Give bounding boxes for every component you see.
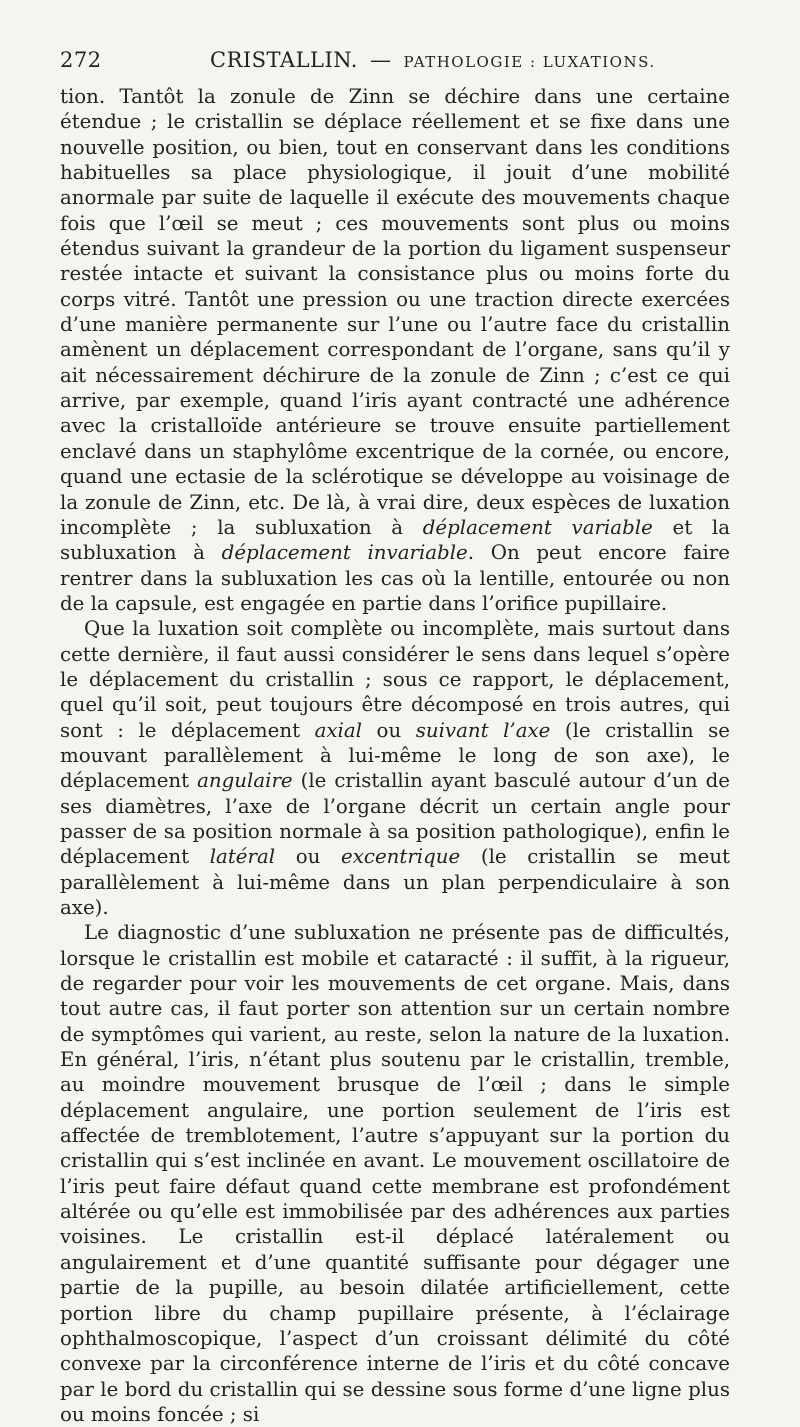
italic-term: axial xyxy=(314,718,363,742)
italic-term: excentrique xyxy=(341,845,461,869)
page-number: 272 xyxy=(60,48,102,72)
text-run: . On peut encore faire rentrer dans la subluxation les cas où la lentille, entourée ou non de la capsule, est engagée en partie dans l’orifice pupillaire. xyxy=(60,541,731,615)
text-run: (le cristallin ayant basculé autour d’un de ses diamètres, l’axe de l’organe décrit un certain angle pour passer de sa position normale à sa position pathologique), enfin le déplacement xyxy=(60,769,730,869)
text-run: tion. Tantôt la zonule de Zinn se déchire dans une certaine étendue ; le cristallin se déplace réellement et se fixe dans une nouvelle position, ou bien, tout en conservant dans les conditions habituelles sa place physiologique, il jouit d’une mobilité anormale par suite de laquelle il exécute des mouvements chaque fois que l’œil se meut ; ces mouvements sont plus ou moins étendus suivant la grandeur de la portion du ligament suspenseur restée intacte et suivant la consistance plus ou moins forte du corps vitré. Tantôt une pression ou une traction directe exercées d’une manière permanente sur l’une ou l’autre face du cristallin amènent un déplacement correspondant de l’organe, sans qu’il y ait nécessairement déchirure de la zonule de Zinn ; c’est ce qui arrive, par exemple, quand l’iris ayant contracté une adhérence avec la cristalloïde antérieure se trouve ensuite partiellement enclavé dans un staphylôme excentrique de la cornée, ou encore, quand une ectasie de la sclérotique se développe au voisinage de la zonule de Zinn, etc. De là, à vrai dire, deux espèces de luxation incomplète ; la subluxation à xyxy=(60,85,730,539)
text-run: (le cristallin se meut parallèlement à lui-même dans un plan perpendiculaire à son axe). xyxy=(60,845,731,919)
text-run: ou xyxy=(275,845,342,869)
running-header xyxy=(60,48,730,80)
text-run: Le diagnostic d’une subluxation ne présente pas de difficultés, lorsque le cristallin est mobile et cataracté : il suffit, à la rigueur, de regarder pour voir les mouvements de cet organe. Mais, dans tout autre cas, il faut porter son attention sur un certain nombre de symptômes qui varient, au reste, selon la nature de la luxation. En général, l’iris, n’étant plus soutenu par le cristallin, tremble, au moindre mouvement brusque de l’œil ; dans le simple déplacement angulaire, une portion seulement de l’iris est affectée de tremblotement, l’autre s’appuyant sur la portion du cristallin qui s’est inclinée en avant. Le mouvement oscillatoire de l’iris peut faire défaut quand cette membrane est profondément altérée ou qu’elle est immobilisée par des adhérences aux parties voisines. Le cristallin est-il déplacé latéralement ou angulairement et d’une quantité suffisante pour dégager une partie de la pupille, au besoin dilatée artificiellement, cette portion libre du champ pupillaire présente, à l’éclairage ophthalmoscopique, l’aspect d’un croissant délimité du côté convexe par la circonférence interne de l’iris et du côté concave par le bord du cristallin qui se dessine sous forme d’une ligne plus ou moins foncée ; si xyxy=(60,921,730,1426)
paragraph-1 xyxy=(60,84,730,616)
header-subtitle: PATHOLOGIE : LUXATIONS. xyxy=(403,53,656,71)
italic-term: angulaire xyxy=(197,769,293,793)
italic-term: déplacement invariable xyxy=(221,541,468,565)
paragraph-2 xyxy=(60,616,730,920)
text-run: et la subluxation à xyxy=(60,515,730,565)
header-title: CRISTALLIN. xyxy=(210,48,358,72)
header-separator: — xyxy=(369,48,392,72)
text-run: (le cristallin se mouvant parallèlement à lui-même le long de son axe), le déplacement xyxy=(60,718,731,793)
italic-term: latéral xyxy=(209,845,276,869)
text-run: ou xyxy=(362,718,416,742)
italic-term: déplacement variable xyxy=(422,515,653,539)
paragraph-3 xyxy=(60,920,730,1427)
body-text xyxy=(60,84,730,1427)
italic-term: suivant l’axe xyxy=(415,718,551,742)
text-run: Que la luxation soit complète ou incomplète, mais surtout dans cette dernière, il faut aussi considérer le sens dans lequel s’opère le déplacement du cristallin ; sous ce rapport, le déplacement, quel qu’il soit, peut toujours être décomposé en trois autres, qui sont : le déplacement xyxy=(60,617,730,742)
